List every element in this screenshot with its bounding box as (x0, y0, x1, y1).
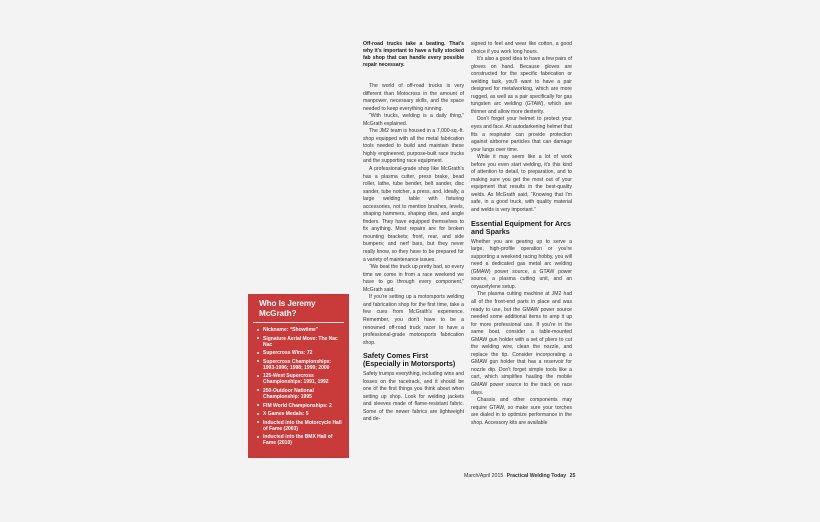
article-column-2 (471, 41, 572, 427)
sidebar-list-item: X Games Medals: 5 (253, 411, 344, 417)
bullet-icon (257, 352, 259, 354)
sidebar-list-item: Supercross Championships: 1993-1996; 1998; 1999; 2000 (253, 359, 344, 371)
bullet-icon (257, 421, 259, 423)
sidebar-list (253, 327, 344, 446)
publication-name: Practical Welding Today (506, 473, 567, 479)
body-paragraph: Don't forget your helmet to protect your eyes and face. An autodarkening helmet that fits a respirator can provide protection against airborne particles that can damage your lungs over time. (471, 116, 572, 153)
body-paragraph: Safety trumps everything, including wins and losses on the racetrack, and it should be one of the first things you think about when setting up shop. Look for welding jackets and sleeves made of flame-resistant fabric. Some of the newer fabrics are lightweight and de- (363, 371, 464, 423)
section-heading: Safety Comes First (Especially in Motorsports) (363, 351, 456, 369)
body-paragraph: The JM2 team is housed in a 7,000-sq.-ft. shop equipped with all the metal fabrication tools needed to build and maintain these highly engineered, purpose-built race trucks and the supporting race equipment. (363, 128, 464, 165)
article-column-1 (363, 41, 464, 424)
body-paragraph: Whether you are gearing up to serve a large, high-profile operation or you're supporting a weekend racing hobby, you will need a dedicated gas metal arc welding (GMAW) power source, a GTAW power source, a plasma cutting unit, and an oxyacetylene setup. (471, 238, 572, 290)
sidebar-list-item: Supercross Wins: 72 (253, 350, 344, 356)
bullet-icon (257, 329, 259, 331)
sidebar-list-item: Inducted into the BMX Hall of Fame (2010) (253, 434, 344, 446)
sidebar-list-item: 250-Outdoor National Championship: 1995 (253, 388, 344, 400)
bullet-icon (257, 360, 259, 362)
body-paragraph: “We beat the truck up pretty bad, so every time we come in from a race weekend we have to go through every component,” McGrath said. (363, 264, 464, 293)
body-paragraph: “With trucks, welding is a daily thing,” McGrath explained. (363, 113, 464, 127)
body-paragraph: It's also a good idea to have a few pairs of gloves on hand. Because gloves are constructed for the specific fabrication or welding task, you'll want to have a pair designed for metalworking, which are more rugged, as well as a pair specifically for gas tungsten arc welding (GTAW), which are thinner and allow more dexterity. (471, 56, 572, 115)
body-paragraph: While it may seem like a lot of work before you even start welding, it's this kind of attention to detail, to preparation, and to making sure you get the most out of your equipment that results in the best-quality welds. As McGrath said, “Knowing that I'm safe, in a good truck, with quality material and welds is very important.” (471, 154, 572, 214)
bullet-icon (257, 375, 259, 377)
photo-caption: Off-road trucks take a beating. That's why it's important to have a fully stocked fab shop that can handle every possible repair necessary. (363, 41, 464, 68)
bullet-icon (257, 337, 259, 339)
bullet-icon (257, 389, 259, 391)
body-paragraph: The world of off-road trucks is very different than Motocross in the amount of manpower, necessary skills, and the space needed to keep everything running. (363, 83, 464, 112)
sidebar-list-item: FIM World Championships: 2 (253, 403, 344, 409)
section-heading: Essential Equipment for Arcs and Sparks (471, 218, 571, 236)
body-paragraph: A professional-grade shop like McGrath's has a plasma cutter, press brake, bead roller, lathe, tube bender, belt sander, disc sander, tube notcher, a press, and, ideally, a large welding table with fixturing accessories, not to mention brushes, levels, shaping hammers, shaping dies, and angle finders. They have equipped themselves to fix anything. Most repairs are for broken mounting brackets; front, rear, and side bumpers; and nerf bars, but they never really know, so they have to be prepared for a variety of maintenance issues. (363, 166, 464, 263)
body-paragraph: If you're setting up a motorsports welding and fabrication shop for the first time, take a few cues from McGrath's experience. Remember, you don't have to be a renowned off-road truck racer to have a professional-grade motorsports fabrication shop. (363, 294, 464, 346)
sidebar-title: Who Is Jeremy McGrath? (259, 299, 316, 318)
body-paragraph: signed to feel and wear like cotton, a good choice if you work long hours. (471, 41, 572, 55)
body-paragraph: Chassis and other components may require GTAW, so make sure your torches are dialed in to optimize performance in the shop. Accessory kits are available (471, 397, 572, 426)
bullet-icon (257, 404, 259, 406)
sidebar-list-item: Nickname: “Showtime” (253, 327, 344, 333)
issue-date: March/April 2015 (464, 473, 504, 479)
sidebar-list-item: Signature Aerial Move: The Nac Nac (253, 336, 344, 348)
sidebar-box (248, 294, 349, 458)
sidebar-list-item: 125-West Supercross Championships: 1991, 1992 (253, 373, 344, 385)
body-paragraph: The plasma cutting machine at JM2 had all of the front-end parts in place and was ready to use, but the GMAW power source needed some additional items to amp it up for more professional use. If you're in the same boat, consider a table-mounted GMAW gun holder with a set of pliers to cut the welding wire, clean the nozzle, and replace the tip. Consider incorporating a GMAW gun holder that has a reservoir for nozzle dip. Don't forget simple tools like a cart, which simplifies hauling the mobile GMAW power source to the track on race days. (471, 291, 572, 396)
page-footer (464, 473, 576, 480)
page-number: 25 (569, 473, 576, 479)
column-spacer (363, 69, 464, 83)
sidebar-list-item: Inducted into the Motorcycle Hall of Fame (2003) (253, 420, 344, 432)
bullet-icon (257, 436, 259, 438)
sidebar-divider (253, 322, 344, 323)
bullet-icon (257, 413, 259, 415)
